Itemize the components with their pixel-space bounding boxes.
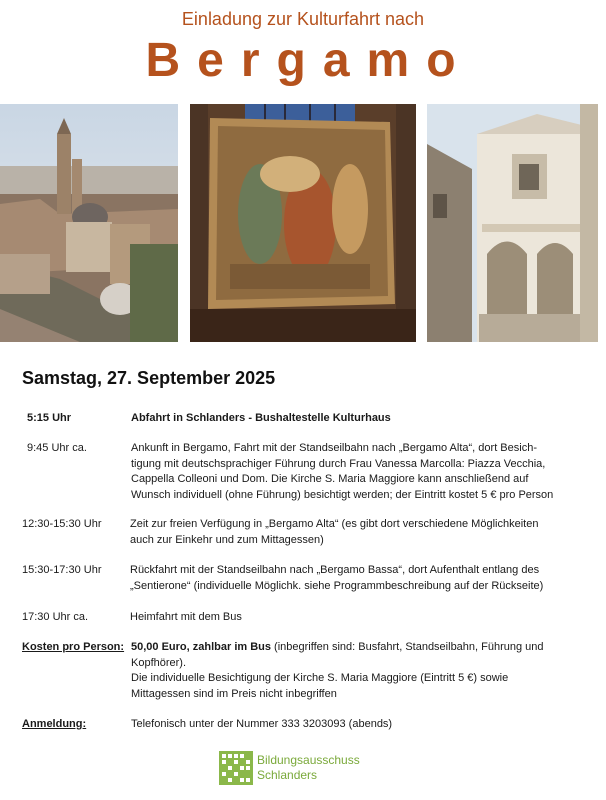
schedule-text-line: Ankunft in Bergamo, Fahrt mit der Standseilbahn nach „Bergamo Alta“, dort Besich- [131,442,537,454]
tapestry-photo [190,104,416,342]
schedule-text: Heimfahrt mit dem Bus [130,611,242,623]
schedule-text-line: Cappella Colleoni und Dom. Die Kirche S. Maria Maggiore kann anschließend auf [131,473,529,485]
church-facade-photo [427,104,598,342]
costs-label: Kosten pro Person: [22,641,125,653]
schedule-time: 12:30-15:30 Uhr [22,518,102,530]
schedule-text-line: Rückfahrt mit der Standseilbahn nach „Bergamo Bassa“, dort Aufenthalt entlang des [130,564,540,576]
schedule-text-line: Zeit zur freien Verfügung in „Bergamo Alta“ (es gibt dort verschiedene Möglichkeiten [130,518,539,530]
costs-text-line: Die individuelle Besichtigung der Kirche S. Maria Maggiore (Eintritt 5 €) sowie [131,672,509,684]
schedule-text-line: „Sentierone“ (individuelle Möglichk. siehe Programmbeschreibung auf der Rückseite) [130,579,544,592]
invitation-subtitle: Einladung zur Kulturfahrt nach [181,9,425,29]
registration-text: Telefonisch unter der Nummer 333 3203093 (abends) [131,718,393,730]
costs-amount: 50,00 Euro, zahlbar im Bus [131,641,271,653]
costs-text-line: Kopfhörer). [131,656,187,669]
schedule-text: Abfahrt in Schlanders - Bushaltestelle Kulturhaus [131,412,391,424]
registration-label: Anmeldung: [22,718,87,730]
logo-line-1: Bildungsausschuss [257,753,360,767]
logo-grid-icon [219,751,253,785]
organizer-logo [219,751,379,787]
event-date-heading: Samstag, 27. September 2025 [22,368,276,388]
schedule-time: 5:15 Uhr [27,412,72,424]
schedule-text-line: tigung mit deutschsprachiger Führung durch Frau Vanessa Marcolla: Piazza Vecchia, [131,457,546,470]
cityscape-photo [0,104,178,342]
page-title: Bergamo [145,34,473,87]
costs-text-line: Mittagessen sind im Preis nicht inbegriffen [131,687,337,700]
schedule-text-line: Wunsch individuell (ohne Führung) besichtigt werden; der Eintritt kostet 5 € pro Person [131,488,554,501]
schedule-time: 15:30-17:30 Uhr [22,564,102,576]
schedule-text-line: auch zur Einkehr und zum Mittagessen) [130,533,324,546]
logo-line-2: Schlanders [257,767,318,782]
schedule-time: 17:30 Uhr ca. [22,611,89,623]
costs-included: (inbegriffen sind: Busfahrt, Standseilbahn, Führung und [271,641,544,653]
schedule-time: 9:45 Uhr ca. [27,442,87,454]
